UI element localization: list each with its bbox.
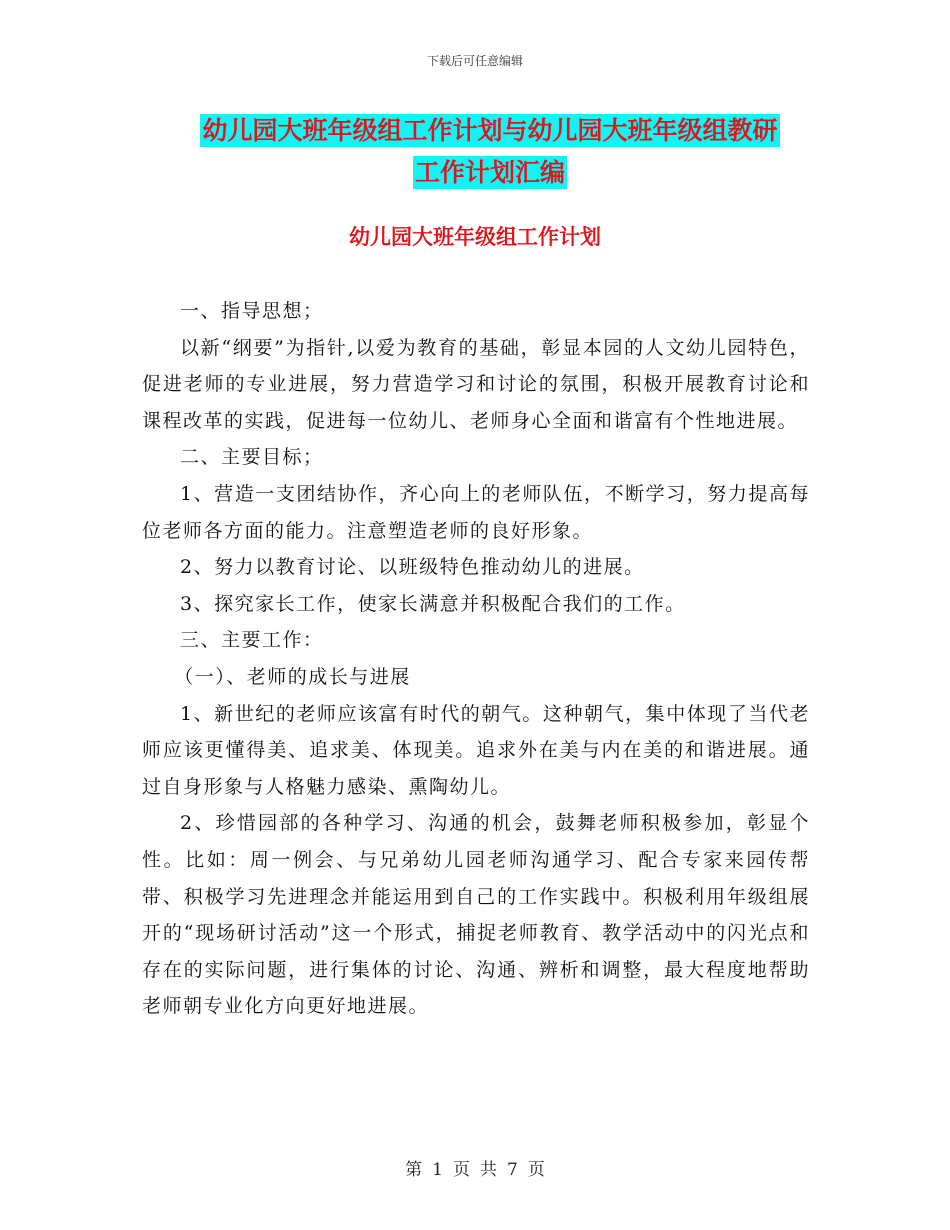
- current-page-number: 1: [432, 1160, 443, 1180]
- title-line-1: 幼儿园大班年级组工作计划与幼儿园大班年级组教研: [202, 116, 778, 145]
- subheading-teacher-growth: （一）、老师的成长与进展: [174, 665, 411, 688]
- section-title: 幼儿园大班年级组工作计划: [349, 225, 601, 249]
- work-item-2: 2、珍惜园部的各种学习、沟通的机会，鼓舞老师积极参加，彰显个性。比如：周一例会、与兄弟幼儿园老师沟通学习、配合专家来园传帮带、积极学习先进理念并能运用到自己的工作实践中。积极利用年级组展开的“现场研讨活动”这一个形式，捕捉老师教育、教学活动中的闪光点和存在的实际问题，进行集体的讨论、沟通、辨析和调整，最大程度地帮助老师朝专业化方向更好地进展。: [142, 812, 810, 1018]
- work-item-1: 1、新世纪的老师应该富有时代的朝气。这种朝气，集中体现了当代老师应该更懂得美、追求美、体现美。追求外在美与内在美的和谐进展。通过自身形象与人格魅力感染、熏陶幼儿。: [142, 702, 810, 798]
- footer-label-ye-2: 页: [527, 1160, 545, 1180]
- header-note: 下载后可任意编辑: [426, 54, 523, 68]
- title-line-2: 工作计划汇编: [414, 158, 565, 187]
- heading-main-goals: 二、主要目标；: [180, 446, 324, 469]
- heading-main-work: 三、主要工作：: [180, 629, 324, 652]
- goal-item-2: 2、努力以教育讨论、以班级特色推动幼儿的进展。: [180, 556, 645, 579]
- total-page-count: 7: [507, 1160, 518, 1180]
- page-footer: [0, 1155, 950, 1180]
- document-title: [140, 110, 840, 194]
- paragraph-guiding-ideology: 以新“纲要”为指针,以爱为教育的基础，彰显本园的人文幼儿园特色，促进老师的专业进展，努力营造学习和讨论的氛围，积极开展教育讨论和课程改革的实践，促进每一位幼儿、老师身心全面和谐富有个性地进展。: [142, 336, 810, 432]
- document-body: [142, 293, 810, 1025]
- heading-guiding-ideology: 一、指导思想；: [180, 300, 324, 322]
- footer-label-gong: 共: [480, 1160, 497, 1180]
- footer-label-ye: 页: [453, 1160, 470, 1180]
- goal-item-1: 1、营造一支团结协作，齐心向上的老师队伍，不断学习，努力提高每位老师各方面的能力。注意塑造老师的良好形象。: [142, 482, 810, 542]
- footer-label-di: 第: [405, 1160, 423, 1180]
- goal-item-3: 3、探究家长工作，使家长满意并积极配合我们的工作。: [180, 592, 686, 615]
